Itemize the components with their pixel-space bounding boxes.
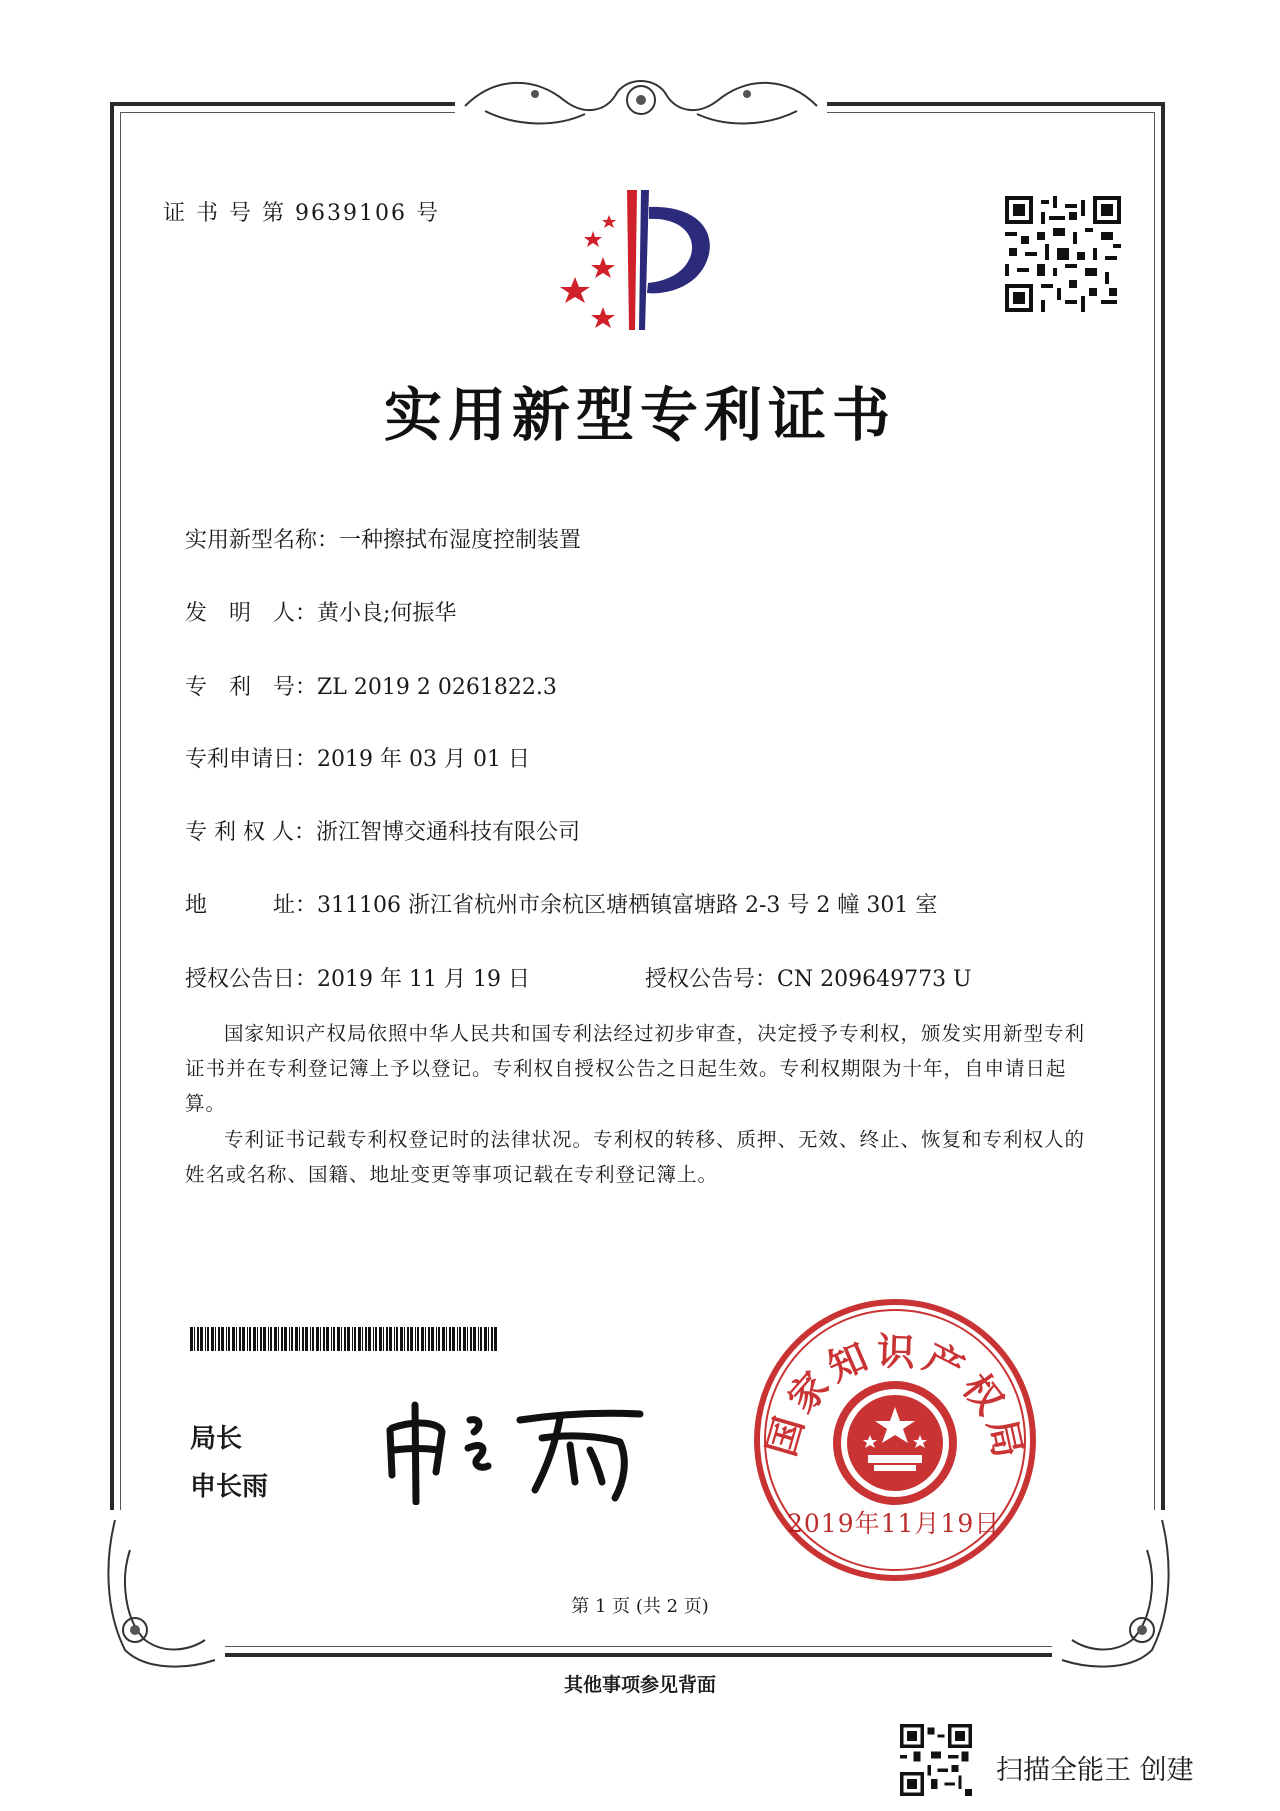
seal-text: 国家知识产权局: [759, 1329, 1032, 1468]
director-block: [190, 1415, 268, 1511]
field-label: 地 址：: [185, 893, 318, 918]
qr-code-icon: [900, 1724, 972, 1796]
director-name: 申长雨: [190, 1472, 269, 1502]
field-value: 311106 浙江省杭州市余杭区塘栖镇富塘路 2-3 号 2 幢 301 室: [317, 893, 938, 918]
field-label: 授权公告日：: [185, 967, 318, 992]
field-value: ZL 2019 2 0261822.3: [317, 675, 557, 700]
statement-paragraph: 国家知识产权局依照中华人民共和国专利法经过初步审查，决定授予专利权，颁发实用新型专利证书并在专利登记簿上予以登记。专利权自授权公告之日起生效。专利权期限为十年，自申请日起算。: [185, 1022, 1086, 1115]
field-apply-date: [185, 742, 530, 773]
back-note: 其他事项参见背面: [563, 1674, 716, 1696]
scanner-watermark: 扫描全能王 创建: [996, 1755, 1194, 1786]
field-label: 专 利 权 人：: [185, 820, 316, 845]
field-label: 专 利 号：: [185, 675, 318, 700]
field-value: CN 209649773 U: [777, 967, 972, 992]
seal-date: 2019年11月19日: [787, 1509, 1001, 1538]
field-label: 专利申请日：: [185, 747, 318, 772]
official-seal: [750, 1295, 1040, 1585]
field-value: 2019 年 03 月 01 日: [317, 747, 530, 772]
qr-code-icon: [1005, 196, 1121, 312]
patent-office-emblem-icon: [545, 185, 735, 335]
field-patent-number: [185, 670, 557, 701]
field-value: 黄小良;何振华: [317, 601, 457, 626]
field-value: 一种擦拭布湿度控制装置: [339, 528, 582, 553]
field-label: 发 明 人：: [185, 601, 318, 626]
barcode-icon: [190, 1327, 500, 1351]
field-value: 浙江智博交通科技有限公司: [315, 820, 580, 845]
field-name: [185, 523, 581, 554]
certificate-number: 证 书 号 第 9639106 号: [163, 201, 440, 226]
certificate-title: 实用新型专利证书: [383, 381, 896, 449]
field-grant-date: [185, 962, 530, 993]
top-ornament-icon: [455, 66, 827, 136]
field-grant-number: [645, 962, 972, 993]
statement-paragraph: 专利证书记载专利权登记时的法律状况。专利权的转移、质押、无效、终止、恢复和专利权人的姓名或名称、国籍、地址变更等事项记载在专利登记簿上。: [185, 1128, 1086, 1186]
field-inventor: [185, 596, 456, 627]
field-owner: [185, 815, 580, 846]
page-number: 第 1 页 (共 2 页): [571, 1596, 709, 1617]
director-title: 局长: [190, 1424, 243, 1454]
field-label: 实用新型名称：: [185, 528, 340, 553]
handwritten-signature: [370, 1390, 670, 1505]
field-label: 授权公告号：: [645, 967, 778, 992]
field-address: [185, 888, 937, 919]
field-value: 2019 年 11 月 19 日: [317, 967, 530, 992]
